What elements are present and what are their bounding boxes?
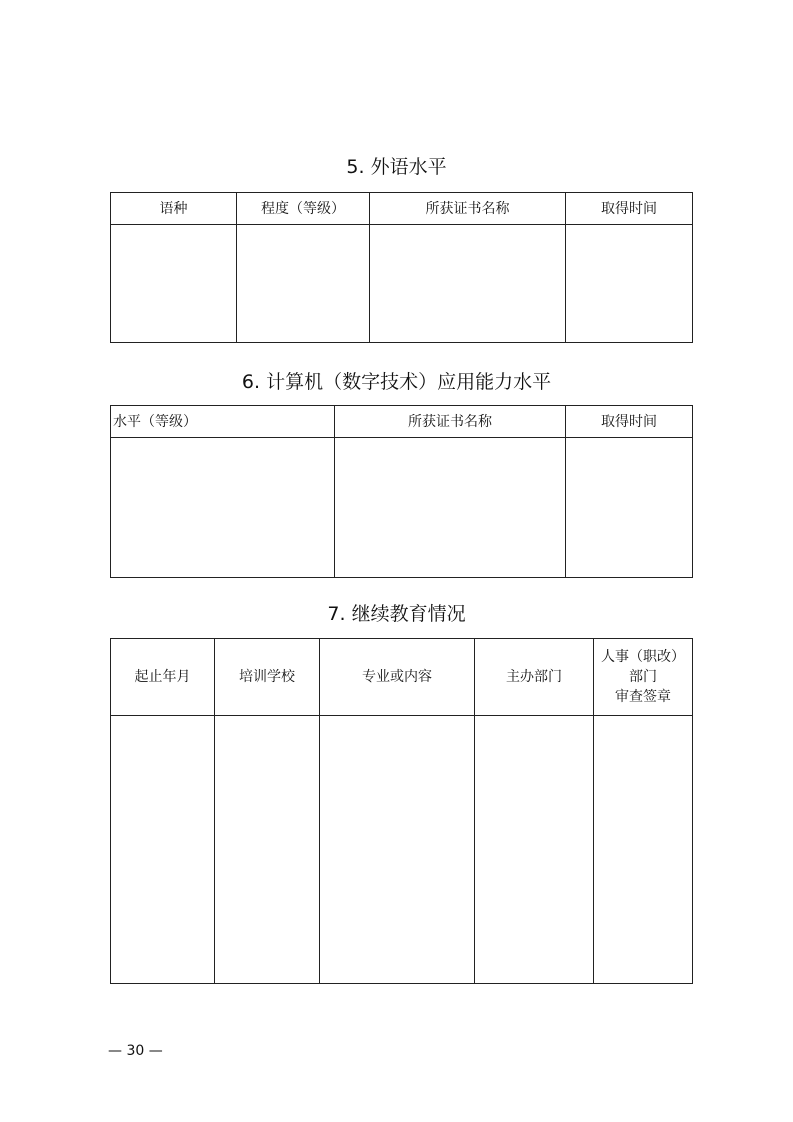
- empty-cell[interactable]: [237, 225, 370, 343]
- header-cell: 所获证书名称: [335, 406, 566, 438]
- section-5-title: 5. 外语水平: [346, 156, 447, 178]
- header-cell: 起止年月: [111, 639, 215, 716]
- section-7-title: 7. 继续教育情况: [327, 603, 466, 625]
- header-cell: 所获证书名称: [370, 193, 566, 225]
- header-cell: 主办部门: [475, 639, 594, 716]
- empty-cell[interactable]: [335, 438, 566, 578]
- header-cell: 语种: [111, 193, 237, 225]
- empty-cell[interactable]: [111, 225, 237, 343]
- empty-cell[interactable]: [370, 225, 566, 343]
- table-header-row: [111, 193, 693, 225]
- computer-skill-table: [110, 405, 693, 578]
- empty-cell[interactable]: [475, 716, 594, 984]
- header-cell: 程度（等级）: [237, 193, 370, 225]
- header-line: 部门: [629, 669, 657, 685]
- empty-cell[interactable]: [111, 438, 335, 578]
- header-cell: 取得时间: [566, 406, 693, 438]
- empty-cell[interactable]: [566, 438, 693, 578]
- header-cell: 专业或内容: [320, 639, 475, 716]
- empty-cell[interactable]: [566, 225, 693, 343]
- empty-cell[interactable]: [111, 716, 215, 984]
- table-row: [111, 225, 693, 343]
- empty-cell[interactable]: [215, 716, 320, 984]
- header-line: 人事（职改）: [601, 649, 685, 665]
- section-6-title: 6. 计算机（数字技术）应用能力水平: [241, 371, 552, 393]
- page-number: — 30 —: [108, 1043, 163, 1059]
- header-line: 审查签章: [615, 689, 671, 705]
- table-header-row: [111, 406, 693, 438]
- header-cell: 水平（等级）: [111, 406, 335, 438]
- table-row: [111, 716, 693, 984]
- header-cell: 取得时间: [566, 193, 693, 225]
- foreign-language-table: [110, 192, 693, 343]
- empty-cell[interactable]: [594, 716, 693, 984]
- header-cell: [594, 639, 693, 716]
- table-row: [111, 438, 693, 578]
- empty-cell[interactable]: [320, 716, 475, 984]
- header-cell: 培训学校: [215, 639, 320, 716]
- table-header-row: [111, 639, 693, 716]
- continuing-education-table: [110, 638, 693, 984]
